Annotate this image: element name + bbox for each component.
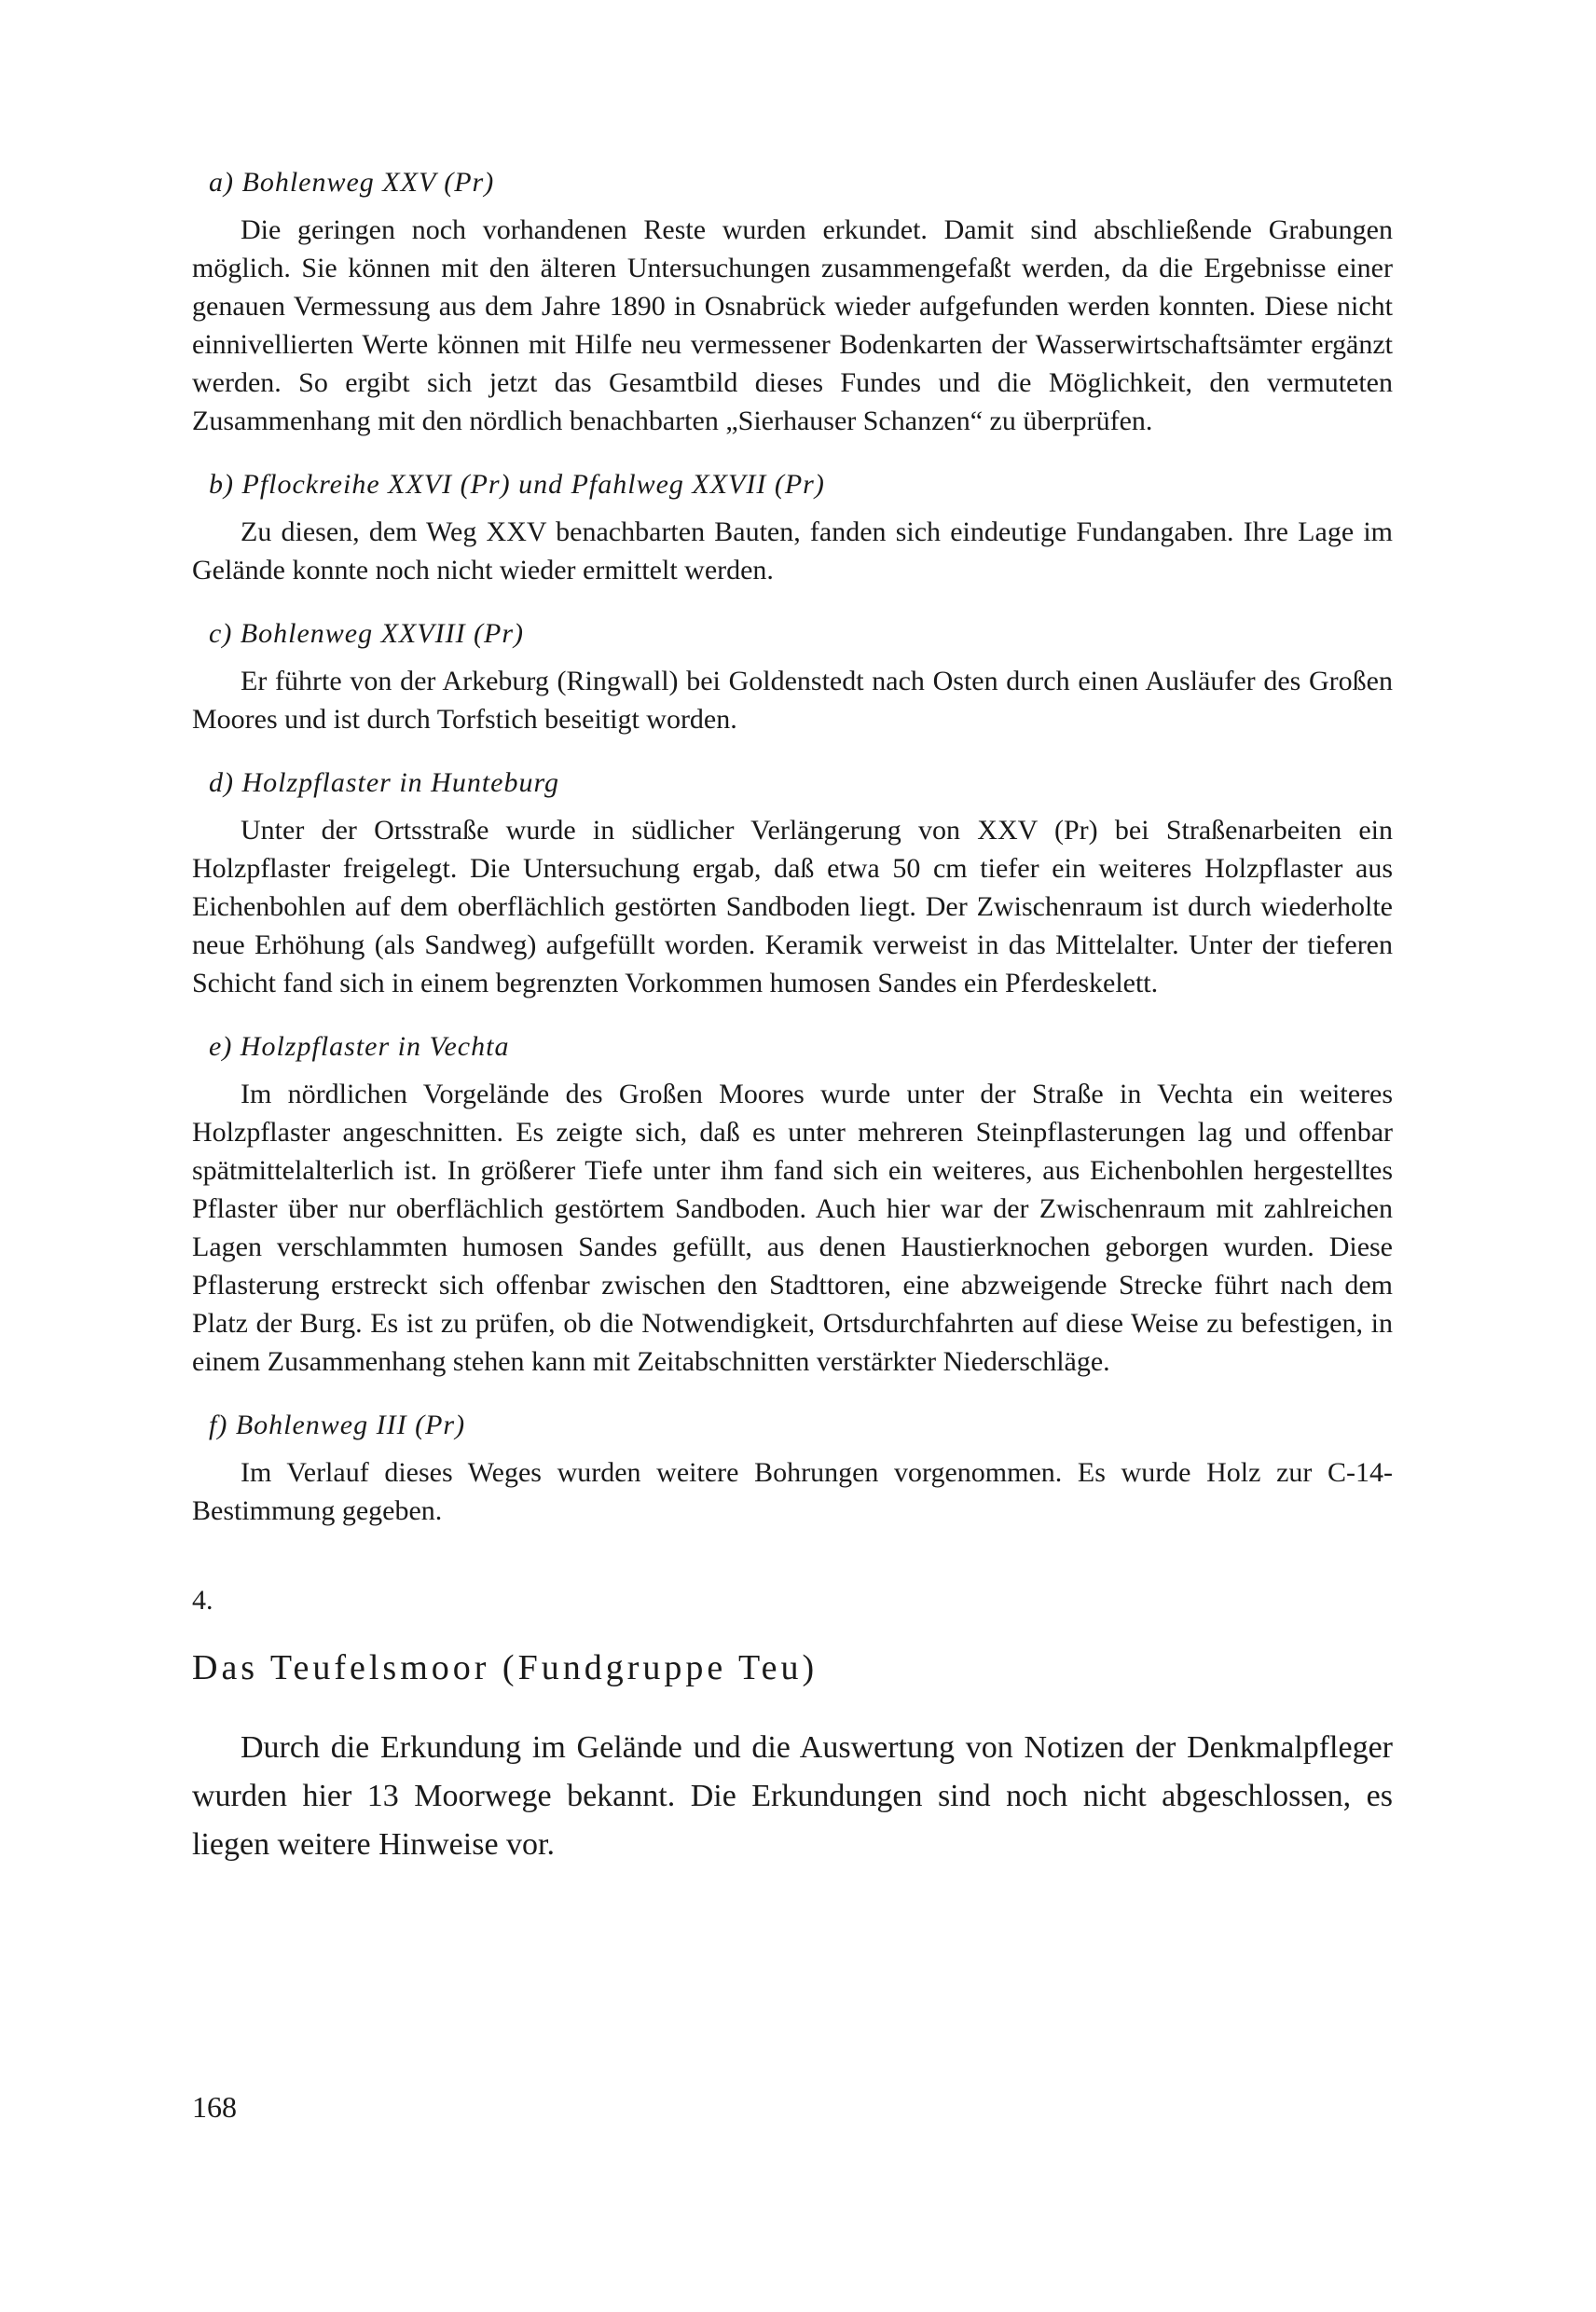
section-heading: c) Bohlenweg XXVIII (Pr) <box>209 618 525 649</box>
section-heading: e) Holzpflaster in Vechta <box>209 1031 510 1062</box>
section-e <box>192 1028 1393 1381</box>
section-text: Er führte von der Arkeburg (Ringwall) bei Goldenstedt nach Osten durch einen Ausläufer des Großen Moores und ist durch Torfstich beseitigt worden. <box>192 666 1393 735</box>
section-text: Im nördlichen Vorgelände des Großen Moores wurde unter der Straße in Vechta ein weiteres Holzpflaster angeschnitten. Es zeigte sich, daß es unter mehreren Steinpflasterungen lag und offenbar spätmittelalterlich ist. In größerer Tiefe unter ihm fand sich ein weiteres, aus Eichenbohlen hergestelltes Pflaster über nur oberflächlich gestörtem Sandboden. Auch hier war der Zwischenraum mit zahlreichen Lagen verschlammten humosen Sandes gefüllt, aus denen Haustierknochen geborgen wurden. Diese Pflasterung erstreckt sich offenbar zwischen den Stadttoren, eine abzweigende Strecke führt nach dem Platz der Burg. Es ist zu prüfen, ob die Notwendigkeit, Ortsdurchfahrten auf diese Weise zu befestigen, in einem Zusammenhang stehen kann mit Zeitabschnitten verstärkter Niederschläge. <box>192 1079 1393 1377</box>
chapter-intro: Durch die Erkundung im Gelände und die Auswertung von Notizen der Denkmalpfleger wurden hier 13 Moorwege bekannt. Die Erkundungen sind noch nicht abgeschlossen, es liegen weitere Hinweise vor. <box>192 1730 1393 1862</box>
section-text: Unter der Ortsstraße wurde in südlicher Verlängerung von XXV (Pr) bei Straßenarbeiten ein Holzpflaster freigelegt. Die Untersuchung ergab, daß etwa 50 cm tiefer ein weiteres Holzpflaster aus Eichenbohlen auf dem oberflächlich gestörten Sandboden liegt. Der Zwischenraum ist durch wiederholte neue Erhöhung (als Sandweg) aufgefüllt worden. Keramik verweist in das Mittelalter. Unter der tieferen Schicht fand sich in einem begrenzten Vorkommen humosen Sandes ein Pferdeskelett. <box>192 815 1393 998</box>
section-text: Die geringen noch vorhandenen Reste wurden erkundet. Damit sind abschließende Grabungen möglich. Sie können mit den älteren Untersuchungen zusammengefaßt werden, da die Ergebnisse einer genauen Vermessung aus dem Jahre 1890 in Osnabrück wieder aufgefunden werden konnten. Diese nicht einnivellierten Werte können mit Hilfe neu vermessener Bodenkarten der Wasserwirtschaftsämter ergänzt werden. So ergibt sich jetzt das Gesamtbild dieses Fundes und die Möglichkeit, den vermuteten Zusammenhang mit den nördlich benachbarten „Sierhauser Schanzen“ zu überprüfen. <box>192 214 1393 436</box>
section-heading: a) Bohlenweg XXV (Pr) <box>209 167 495 198</box>
section-text: Im Verlauf dieses Weges wurden weitere Bohrungen vorgenommen. Es wurde Holz zur C-14-Bestimmung gegeben. <box>192 1457 1393 1526</box>
section-b <box>192 466 1393 589</box>
chapter-number: 4. <box>192 1585 213 1616</box>
section-heading: b) Pflockreihe XXVI (Pr) und Pfahlweg XXVII (Pr) <box>209 469 825 500</box>
section-c <box>192 615 1393 738</box>
section-heading: f) Bohlenweg III (Pr) <box>209 1410 466 1440</box>
section-d <box>192 764 1393 1002</box>
section-heading: d) Holzpflaster in Hunteburg <box>209 767 560 798</box>
page-body <box>192 164 1393 1869</box>
chapter-title: Das Teufelsmoor (Fundgruppe Teu) <box>192 1648 819 1687</box>
page-number: 168 <box>192 2090 237 2124</box>
section-f <box>192 1407 1393 1530</box>
section-text: Zu diesen, dem Weg XXV benachbarten Bauten, fanden sich eindeutige Fundangaben. Ihre Lage im Gelände konnte noch nicht wieder ermittelt werden. <box>192 516 1393 585</box>
section-a <box>192 164 1393 440</box>
